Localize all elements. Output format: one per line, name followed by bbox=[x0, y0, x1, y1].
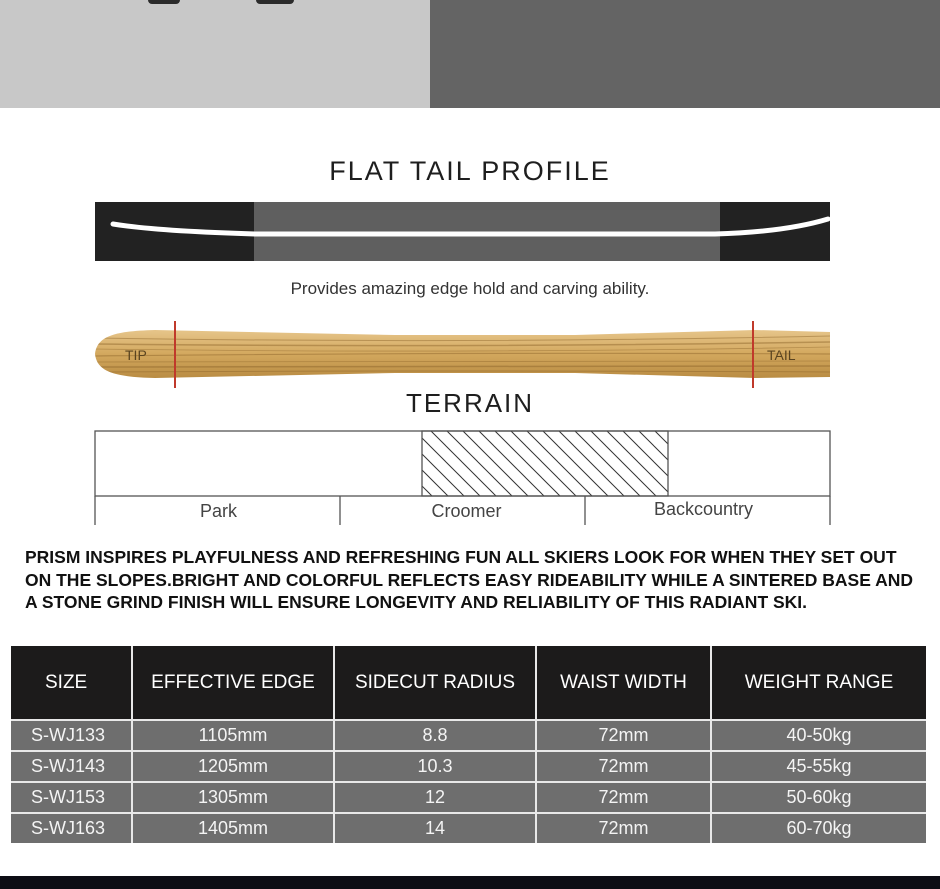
cell-sidecut-radius: 10.3 bbox=[334, 751, 536, 782]
cell-sidecut-radius: 12 bbox=[334, 782, 536, 813]
cell-effective-edge: 1105mm bbox=[132, 720, 334, 751]
terrain-highlight-croomer bbox=[422, 431, 668, 496]
cell-effective-edge: 1205mm bbox=[132, 751, 334, 782]
table-row bbox=[11, 782, 926, 813]
cell-effective-edge: 1305mm bbox=[132, 782, 334, 813]
top-photo-panel-dark bbox=[430, 0, 940, 108]
table-row bbox=[11, 813, 926, 843]
terrain-label-park: Park bbox=[199, 501, 237, 521]
header-effective-edge: EFFECTIVE EDGE bbox=[132, 646, 334, 720]
tip-label: TIP bbox=[125, 347, 147, 363]
cell-waist-width: 72mm bbox=[536, 751, 711, 782]
cell-size: S-WJ153 bbox=[11, 782, 132, 813]
table-row bbox=[11, 751, 926, 782]
top-photo-panel-light bbox=[0, 0, 430, 108]
ski-graphic bbox=[95, 318, 835, 390]
cell-size: S-WJ133 bbox=[11, 720, 132, 751]
cell-sidecut-radius: 14 bbox=[334, 813, 536, 843]
cell-size: S-WJ143 bbox=[11, 751, 132, 782]
photo-fragment bbox=[256, 0, 294, 4]
cell-weight-range: 40-50kg bbox=[711, 720, 926, 751]
bottom-strip bbox=[0, 876, 940, 889]
header-weight-range: WEIGHT RANGE bbox=[711, 646, 926, 720]
product-description: PRISM INSPIRES PLAYFULNESS AND REFRESHING FUN ALL SKIERS LOOK FOR WHEN THEY SET OUT ON THE SLOPES.BRIGHT AND COLORFUL REFLECTS EASY RIDEABILITY WHILE A SINTERED BASE AND A STONE GRIND FINISH WILL ENSURE LONGEVITY AND RELIABILITY OF THIS RADIANT SKI. bbox=[25, 547, 914, 612]
cell-weight-range: 45-55kg bbox=[711, 751, 926, 782]
spec-table bbox=[11, 646, 926, 843]
cell-weight-range: 60-70kg bbox=[711, 813, 926, 843]
cell-size: S-WJ163 bbox=[11, 813, 132, 843]
terrain-title: TERRAIN bbox=[405, 388, 535, 418]
tail-label: TAIL bbox=[767, 347, 796, 363]
header-waist-width: WAIST WIDTH bbox=[536, 646, 711, 720]
profile-title: FLAT TAIL PROFILE bbox=[329, 156, 611, 186]
cell-sidecut-radius: 8.8 bbox=[334, 720, 536, 751]
terrain-label-backcountry: Backcountry bbox=[653, 499, 754, 519]
spec-table-header-row bbox=[11, 646, 926, 720]
cell-effective-edge: 1405mm bbox=[132, 813, 334, 843]
header-sidecut-radius: SIDECUT RADIUS bbox=[334, 646, 536, 720]
cell-waist-width: 72mm bbox=[536, 813, 711, 843]
profile-diagram bbox=[95, 202, 830, 261]
photo-fragment bbox=[148, 0, 180, 4]
cell-weight-range: 50-60kg bbox=[711, 782, 926, 813]
header-size: SIZE bbox=[11, 646, 132, 720]
table-row bbox=[11, 720, 926, 751]
profile-curve bbox=[95, 202, 830, 261]
profile-caption: Provides amazing edge hold and carving ability. bbox=[290, 279, 650, 298]
cell-waist-width: 72mm bbox=[536, 782, 711, 813]
terrain-label-croomer: Croomer bbox=[431, 501, 502, 521]
cell-waist-width: 72mm bbox=[536, 720, 711, 751]
